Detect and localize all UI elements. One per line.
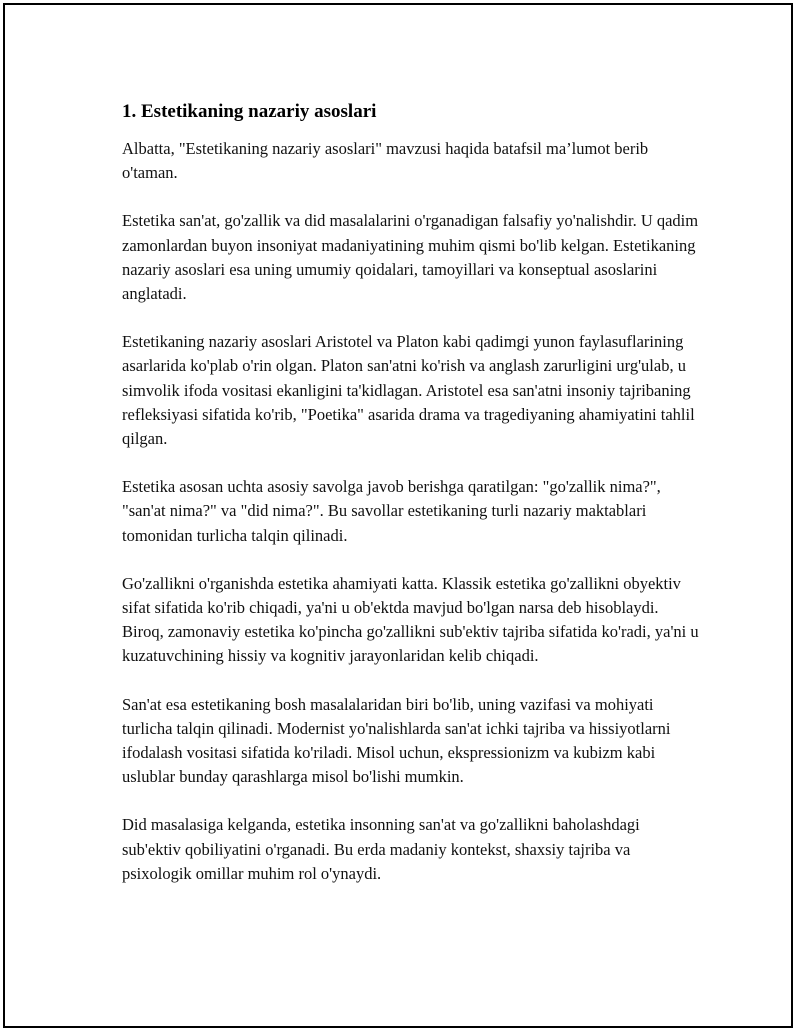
- paragraph-history: Estetikaning nazariy asoslari Aristotel va Platon kabi qadimgi yunon faylasuflarining asarlarida ko'plab o'rin olgan. Platon san'atni ko'rish va anglash zarurligini urg'ulab, u simvolik ifoda vositasi ekanligini ta'kidlagan. Aristotel esa san'atni insoniy tajribaning refleksiyasi sifatida ko'rib, "Poetika" asarida drama va tragediyaning ahamiyatini tahlil qilgan.: [122, 332, 695, 449]
- page-frame: [3, 3, 793, 1028]
- paragraph-taste: Did masalasiga kelganda, estetika insonning san'at va go'zallikni baholashdagi sub'ektiv qobiliyatini o'rganadi. Bu erda madaniy kontekst, shaxsiy tajriba va psixologik omillar muhim rol o'ynaydi.: [122, 815, 640, 883]
- paragraph-questions: Estetika asosan uchta asosiy savolga javob berishga qaratilgan: "go'zallik nima?", "san'at nima?" va "did nima?". Bu savollar estetikaning turli nazariy maktablari tomonidan turlicha talqin qilinadi.: [122, 477, 661, 545]
- paragraph-intro: Albatta, "Estetikaning nazariy asoslari" mavzusi haqida batafsil ma’lumot berib o'taman.: [122, 139, 649, 183]
- paragraph-beauty: Go'zallikni o'rganishda estetika ahamiyati katta. Klassik estetika go'zallikni obyektiv sifat sifatida ko'rib chiqadi, ya'ni u ob'ektda mavjud bo'lgan narsa deb hisoblaydi. Biroq, zamonaviy estetika ko'pincha go'zallikni sub'ektiv tajriba sifatida ko'radi, ya'ni u kuzatuvchining hissiy va kognitiv jarayonlaridan kelib chiqadi.: [122, 573, 699, 666]
- paragraph-art: San'at esa estetikaning bosh masalalaridan biri bo'lib, uning vazifasi va mohiyati turlicha talqin qilinadi. Modernist yo'nalishlarda san'at ichki tajriba va hissiyotlarni ifodalash vositasi sifatida ko'riladi. Misol uchun, ekspressionizm va kubizm kabi uslublar bunday qarashlarga misol bo'lishi mumkin.: [122, 694, 671, 787]
- paragraph-definition: Estetika san'at, go'zallik va did masalalarini o'rganadigan falsafiy yo'nalishdir. U qadim zamonlardan buyon insoniyat madaniyatining muhim qismi bo'lib kelgan. Estetikaning nazariy asoslari esa uning umumiy qoidalari, tamoyillari va konseptual asoslarini anglatadi.: [122, 211, 699, 304]
- document-body: [122, 100, 700, 910]
- section-heading: 1. Estetikaning nazariy asoslari: [122, 101, 377, 122]
